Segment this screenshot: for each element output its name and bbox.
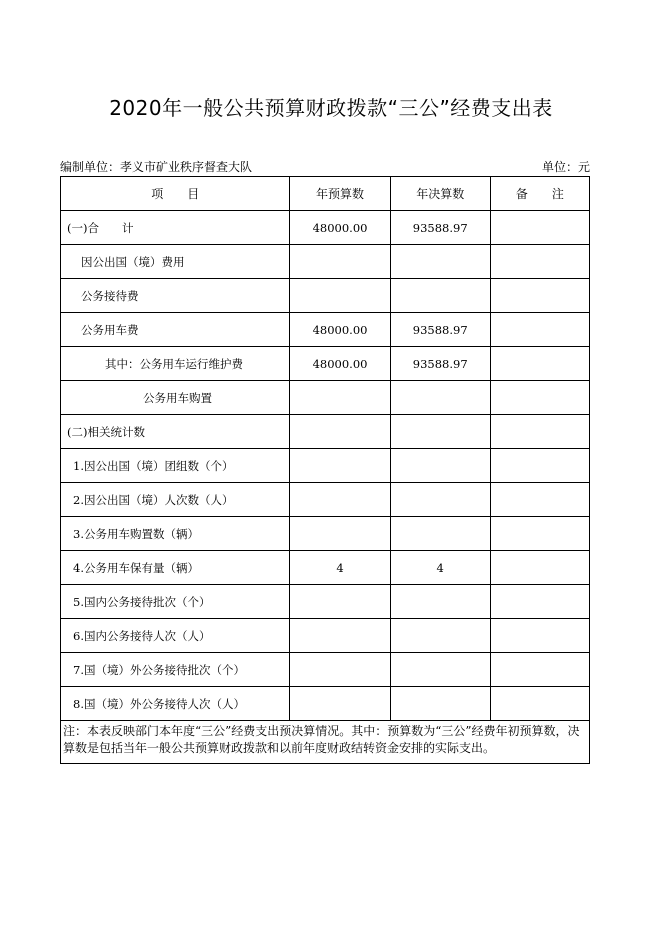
row-budget: 48000.00: [290, 347, 390, 381]
row-item: (二)相关统计数: [61, 415, 290, 449]
row-item: 5.国内公务接待批次（个）: [61, 585, 290, 619]
header-budget: 年预算数: [290, 177, 390, 211]
page-title: 2020年一般公共预算财政拨款“三公”经费支出表: [109, 96, 553, 120]
row-actual: [390, 381, 490, 415]
row-remark: [490, 415, 589, 449]
row-item: 公务接待费: [61, 279, 290, 313]
org-label: 编制单位：孝义市矿业秩序督查大队: [60, 160, 253, 174]
row-item: 其中：公务用车运行维护费: [61, 347, 290, 381]
row-budget: [290, 381, 390, 415]
row-budget: [290, 279, 390, 313]
row-actual: 93588.97: [390, 211, 490, 245]
row-budget: [290, 483, 390, 517]
row-item: (一)合 计: [61, 211, 290, 245]
table-note: 注：本表反映部门本年度“三公”经费支出预决算情况。其中：预算数为“三公”经费年初预算数，决算数是包括当年一般公共预算财政拨款和以前年度财政结转资金安排的实际支出。: [61, 721, 590, 764]
row-remark: [490, 551, 589, 585]
row-budget: [290, 585, 390, 619]
row-remark: [490, 211, 589, 245]
row-actual: [390, 653, 490, 687]
row-item: 公务用车购置: [61, 381, 290, 415]
table-row: [61, 381, 590, 415]
row-actual: [390, 619, 490, 653]
row-budget: [290, 653, 390, 687]
row-remark: [490, 687, 589, 721]
row-remark: [490, 279, 589, 313]
row-actual: 93588.97: [390, 347, 490, 381]
row-remark: [490, 347, 589, 381]
row-budget: 48000.00: [290, 313, 390, 347]
row-budget: [290, 449, 390, 483]
table-row: [61, 211, 590, 245]
row-item: 6.国内公务接待人次（人）: [61, 619, 290, 653]
row-remark: [490, 585, 589, 619]
header-row: [61, 177, 590, 211]
row-actual: [390, 687, 490, 721]
table-row: [61, 551, 590, 585]
header-actual: 年决算数: [390, 177, 490, 211]
table-row: [61, 687, 590, 721]
table-row: [61, 585, 590, 619]
header-item: 项 目: [61, 177, 290, 211]
row-actual: [390, 449, 490, 483]
note-row: [61, 721, 590, 764]
expense-table: [60, 176, 590, 764]
table-row: [61, 653, 590, 687]
unit-label: 单位：元: [541, 160, 590, 174]
row-item: 3.公务用车购置数（辆）: [61, 517, 290, 551]
row-remark: [490, 483, 589, 517]
table-row: [61, 483, 590, 517]
header-remark: 备 注: [490, 177, 589, 211]
table-row: [61, 619, 590, 653]
row-remark: [490, 313, 589, 347]
row-actual: 4: [390, 551, 490, 585]
row-remark: [490, 619, 589, 653]
table-row: [61, 245, 590, 279]
row-item: 1.因公出国（境）团组数（个）: [61, 449, 290, 483]
row-actual: [390, 415, 490, 449]
table-row: [61, 279, 590, 313]
row-remark: [490, 381, 589, 415]
row-budget: 4: [290, 551, 390, 585]
table-row: [61, 517, 590, 551]
row-budget: 48000.00: [290, 211, 390, 245]
row-actual: [390, 279, 490, 313]
row-budget: [290, 619, 390, 653]
row-item: 因公出国（境）费用: [61, 245, 290, 279]
table-meta: [60, 158, 590, 175]
row-remark: [490, 245, 589, 279]
row-remark: [490, 449, 589, 483]
row-remark: [490, 517, 589, 551]
row-item: 8.国（境）外公务接待人次（人）: [61, 687, 290, 721]
row-item: 2.因公出国（境）人次数（人）: [61, 483, 290, 517]
row-budget: [290, 687, 390, 721]
row-actual: [390, 585, 490, 619]
row-item: 4.公务用车保有量（辆）: [61, 551, 290, 585]
table-row: [61, 313, 590, 347]
row-budget: [290, 245, 390, 279]
table-row: [61, 449, 590, 483]
row-actual: 93588.97: [390, 313, 490, 347]
table-row: [61, 415, 590, 449]
row-actual: [390, 483, 490, 517]
row-actual: [390, 517, 490, 551]
row-item: 7.国（境）外公务接待批次（个）: [61, 653, 290, 687]
table-row: [61, 347, 590, 381]
row-budget: [290, 517, 390, 551]
row-item: 公务用车费: [61, 313, 290, 347]
row-actual: [390, 245, 490, 279]
row-budget: [290, 415, 390, 449]
row-remark: [490, 653, 589, 687]
